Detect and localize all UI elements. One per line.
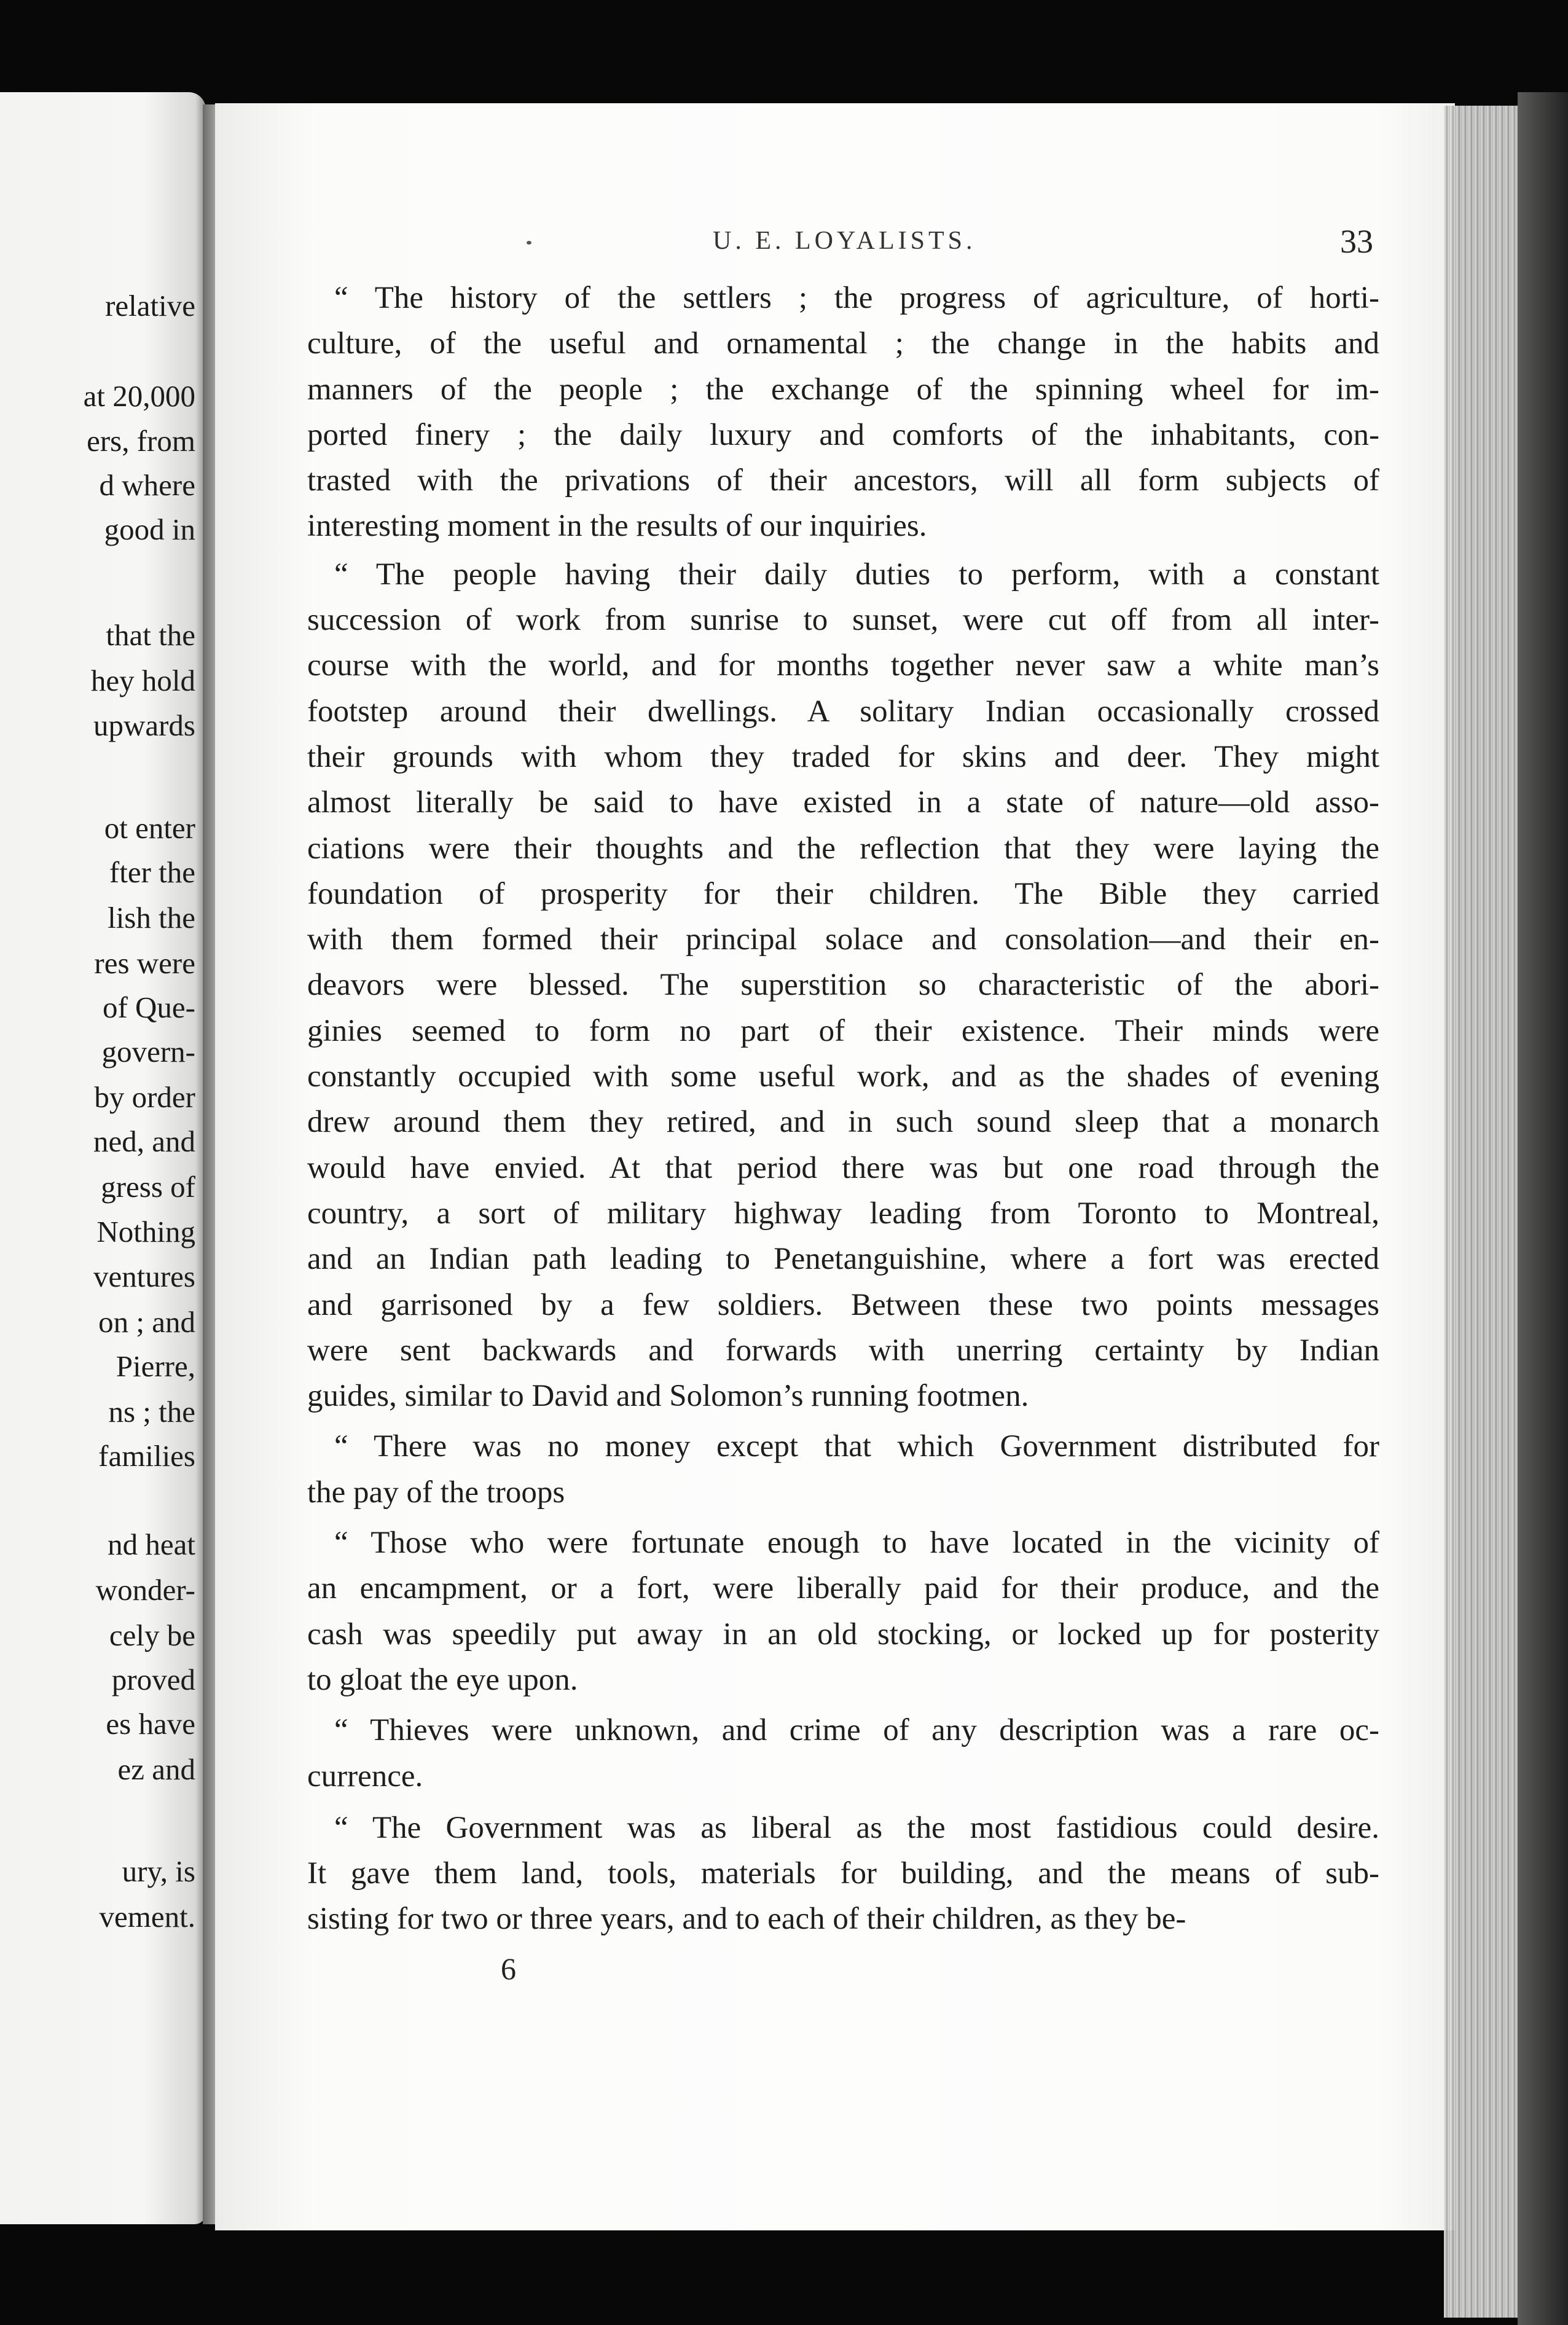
left-page-line: fter the xyxy=(109,855,195,889)
text-line: “ The people having their daily duties to perform, with a constant xyxy=(334,557,1379,592)
page-number: 33 xyxy=(1340,223,1373,260)
left-page-line: Nothing xyxy=(96,1215,195,1249)
left-page-line: Pierre, xyxy=(116,1349,195,1383)
edge-shadow xyxy=(1518,92,1568,2325)
text-line: to gloat the eye upon. xyxy=(307,1662,578,1697)
text-line: footstep around their dwellings. A solitary Indian occasionally crossed xyxy=(307,694,1379,729)
text-line: drew around them they retired, and in such sound sleep that a monarch xyxy=(307,1105,1379,1140)
text-line: “ There was no money except that which Government distributed for xyxy=(334,1429,1379,1464)
text-line: It gave them land, tools, materials for building, and the means of sub- xyxy=(307,1856,1379,1891)
text-line: “ Thieves were unknown, and crime of any description was a rare oc- xyxy=(334,1713,1379,1748)
paragraph xyxy=(307,1520,1379,1703)
text-line: ported finery ; the daily luxury and comforts of the inhabitants, con- xyxy=(307,417,1379,452)
text-line: succession of work from sunrise to sunset, were cut off from all inter- xyxy=(307,603,1379,638)
text-line: interesting moment in the results of our inquiries. xyxy=(307,509,927,544)
text-line: “ The history of the settlers ; the progress of agriculture, of horti- xyxy=(334,281,1379,315)
text-line: and an Indian path leading to Penetanguishine, where a fort was erected xyxy=(307,1242,1379,1277)
left-page-line: hey hold xyxy=(90,664,195,697)
left-facing-page xyxy=(0,92,206,2224)
left-page-line: ventures xyxy=(93,1260,195,1293)
left-page-line: that the xyxy=(106,618,195,652)
left-page-line: upwards xyxy=(93,708,195,742)
text-line: the pay of the troops xyxy=(307,1475,565,1510)
left-page-line: by order xyxy=(94,1080,195,1114)
left-page-line: ez and xyxy=(117,1752,195,1786)
left-page-line: vement. xyxy=(99,1900,195,1934)
text-line: and garrisoned by a few soldiers. Between these two points messages xyxy=(307,1287,1379,1322)
left-page-line: lish the xyxy=(108,901,195,935)
running-head: U. E. LOYALISTS. xyxy=(713,227,976,255)
page-edges xyxy=(1444,106,1524,2318)
text-line: course with the world, and for months together never saw a white man’s xyxy=(307,648,1379,683)
text-line: trasted with the privations of their ancestors, will all form subjects of xyxy=(307,463,1379,498)
left-page-line: govern- xyxy=(101,1035,195,1068)
text-line: sisting for two or three years, and to each of their children, as they be- xyxy=(307,1902,1186,1937)
text-line: cash was speedily put away in an old stocking, or locked up for posterity xyxy=(307,1617,1379,1652)
text-line: guides, similar to David and Solomon’s running footmen. xyxy=(307,1379,1029,1414)
paragraph xyxy=(307,275,1379,549)
text-line: “ The Government was as liberal as the most fastidious could desire. xyxy=(334,1810,1379,1845)
left-page-line: es have xyxy=(106,1707,195,1741)
text-line: ginies seemed to form no part of their existence. Their minds were xyxy=(307,1013,1379,1048)
left-page-line: proved xyxy=(111,1663,195,1696)
left-page-line: gress of xyxy=(101,1170,195,1204)
body-text xyxy=(307,275,1379,1971)
text-line: currence. xyxy=(307,1758,423,1794)
text-line: almost literally be said to have existed in a state of nature—old asso- xyxy=(307,785,1379,820)
left-page-line: ury, is xyxy=(122,1854,195,1888)
text-line: their grounds with whom they traded for skins and deer. They might xyxy=(307,739,1379,774)
paragraph xyxy=(307,1424,1379,1515)
left-page-line: d where xyxy=(99,468,195,502)
text-line: an encampment, or a fort, were liberally paid for their produce, and the xyxy=(307,1571,1379,1606)
left-page-line: ned, and xyxy=(93,1124,195,1158)
text-line: manners of the people ; the exchange of the spinning wheel for im- xyxy=(307,372,1379,407)
signature-mark: 6 xyxy=(501,1951,516,1986)
left-page-line: ns ; the xyxy=(108,1395,195,1429)
text-line: were sent backwards and forwards with unerring certainty by Indian xyxy=(307,1333,1379,1368)
paragraph xyxy=(307,1707,1379,1799)
text-line: culture, of the useful and ornamental ; the change in the habits and xyxy=(307,326,1379,361)
text-line: foundation of prosperity for their children. The Bible they carried xyxy=(307,876,1379,911)
left-page-text xyxy=(0,92,206,2224)
ink-speck xyxy=(527,241,531,245)
left-page-line: on ; and xyxy=(98,1305,195,1339)
left-page-line: at 20,000 xyxy=(83,379,195,413)
left-page-line: relative xyxy=(105,289,195,323)
left-page-line: ers, from xyxy=(87,424,195,458)
left-page-line: wonder- xyxy=(95,1573,195,1607)
paragraph xyxy=(307,1805,1379,1942)
text-line: with them formed their principal solace and consolation—and their en- xyxy=(307,922,1379,957)
text-line: country, a sort of military highway leading from Toronto to Montreal, xyxy=(307,1196,1379,1231)
left-page-line: ot enter xyxy=(104,811,195,845)
paragraph xyxy=(307,552,1379,1419)
text-line: would have envied. At that period there was but one road through the xyxy=(307,1150,1379,1185)
left-page-line: nd heat xyxy=(108,1527,195,1561)
text-line: constantly occupied with some useful work, and as the shades of evening xyxy=(307,1059,1379,1094)
left-page-line: cely be xyxy=(109,1618,195,1652)
text-line: ciations were their thoughts and the reflection that they were laying the xyxy=(307,831,1379,866)
left-page-line: good in xyxy=(104,512,195,546)
text-line: deavors were blessed. The superstition so characteristic of the abori- xyxy=(307,968,1379,1003)
left-page-line: families xyxy=(98,1439,195,1473)
left-page-line: of Que- xyxy=(102,990,195,1024)
text-line: “ Those who were fortunate enough to have located in the vicinity of xyxy=(334,1526,1379,1561)
left-page-line: res were xyxy=(94,946,195,980)
